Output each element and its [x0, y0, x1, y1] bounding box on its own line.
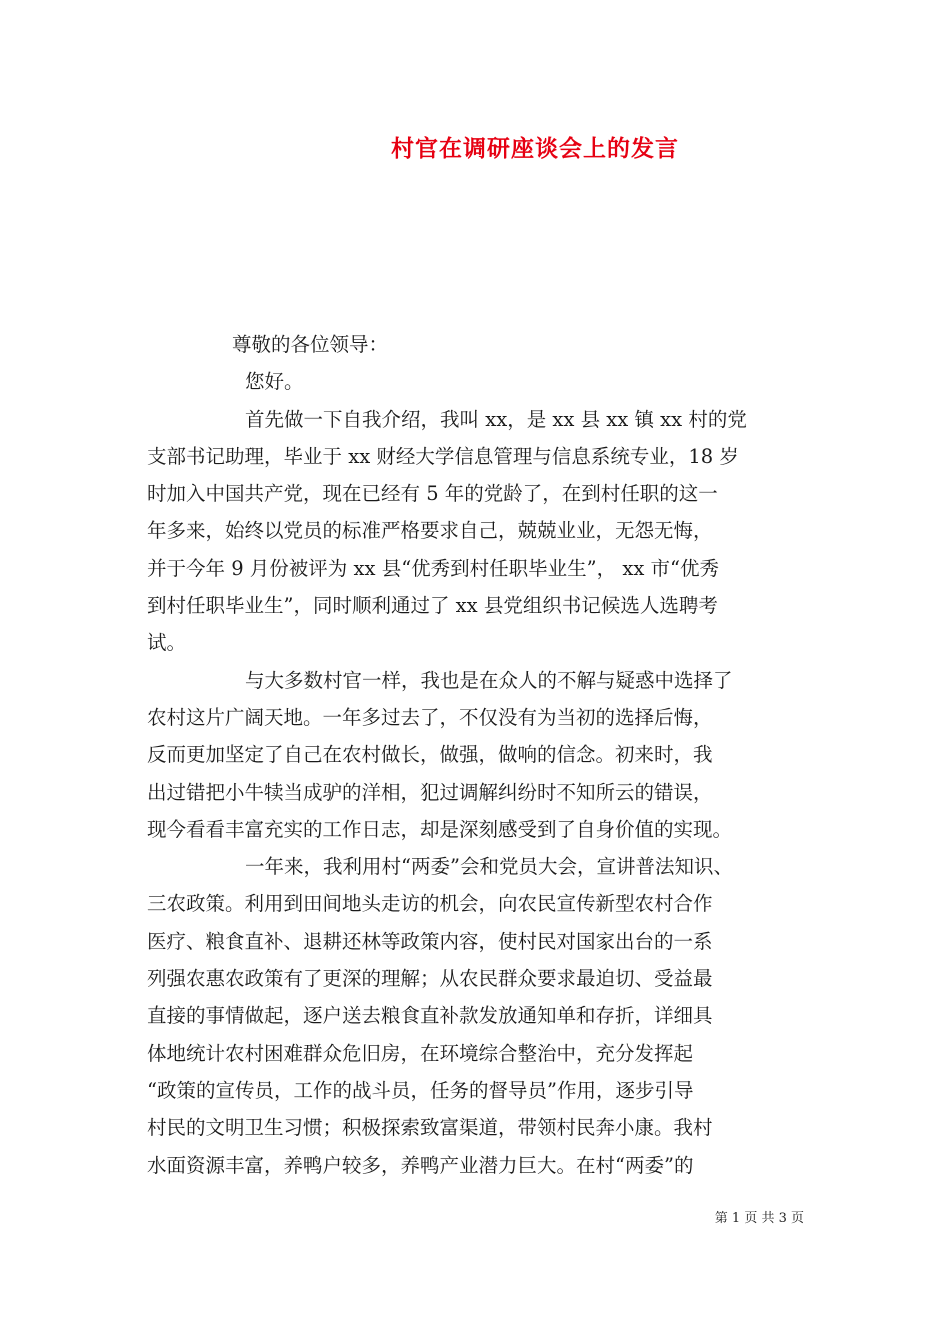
paragraph-line: 首先做一下自我介绍，我叫 xx，是 xx 县 xx 镇 xx 村的党: [245, 407, 747, 431]
paragraph-line: 体地统计农村困难群众危旧房，在环境综合整治中，充分发挥起: [147, 1041, 694, 1065]
paragraph-line: 时加入中国共产党，现在已经有 5 年的党龄了，在到村任职的这一: [147, 482, 718, 506]
paragraph-line: 列强农惠农政策有了更深的理解；从农民群众要求最迫切、受益最: [147, 967, 713, 991]
document-body: [147, 326, 807, 1184]
paragraph-1: [147, 401, 807, 662]
paragraph-line: 现今看看丰富充实的工作日志，却是深刻感受到了自身价值的实现。: [147, 817, 733, 841]
paragraph-line: 水面资源丰富，养鸭户较多，养鸭产业潜力巨大。在村“两委”的: [147, 1153, 694, 1177]
paragraph-line: 支部书记助理，毕业于 xx 财经大学信息管理与信息系统专业，18 岁: [147, 444, 739, 468]
paragraph-line: 试。: [147, 631, 187, 655]
paragraph-line: 一年来，我利用村“两委”会和党员大会，宣讲普法知识、: [245, 855, 733, 879]
paragraph-line: 医疗、粮食直补、退耕还林等政策内容，使村民对国家出台的一系: [147, 929, 713, 953]
paragraph-line: 反而更加坚定了自己在农村做长，做强，做响的信念。初来时，我: [147, 743, 713, 767]
greeting: 您好。: [245, 370, 304, 394]
paragraph-line: 农村这片广阔天地。一年多过去了，不仅没有为当初的选择后悔，: [147, 705, 713, 729]
page-number-footer: 第 1 页 共 3 页: [714, 1211, 804, 1226]
paragraph-line: 直接的事情做起，逐户送去粮食直补款发放通知单和存折，详细具: [147, 1004, 713, 1028]
paragraph-line: 三农政策。利用到田间地头走访的机会，向农民宣传新型农村合作: [147, 892, 713, 916]
paragraph-line: 村民的文明卫生习惯；积极探索致富渠道，带领村民奔小康。我村: [147, 1116, 713, 1140]
paragraph-line: 与大多数村官一样，我也是在众人的不解与疑惑中选择了: [245, 668, 733, 692]
paragraph-line: 并于今年 9 月份被评为 xx 县“优秀到村任职毕业生”， xx 市“优秀: [147, 556, 719, 580]
paragraph-line: 出过错把小牛犊当成驴的洋相，犯过调解纠纷时不知所云的错误，: [147, 780, 713, 804]
paragraph-line: 年多来，始终以党员的标准严格要求自己，兢兢业业，无怨无悔，: [147, 519, 713, 543]
paragraph-3: [147, 848, 807, 1184]
salutation: 尊敬的各位领导：: [232, 333, 389, 356]
paragraph-line: “政策的宣传员，工作的战斗员，任务的督导员”作用，逐步引导: [147, 1078, 694, 1102]
paragraph-line: 到村任职毕业生”，同时顺利通过了 xx 县党组织书记候选人选聘考: [147, 594, 718, 618]
document-title: 村官在调研座谈会上的发言: [391, 135, 679, 162]
paragraph-2: [147, 662, 807, 848]
